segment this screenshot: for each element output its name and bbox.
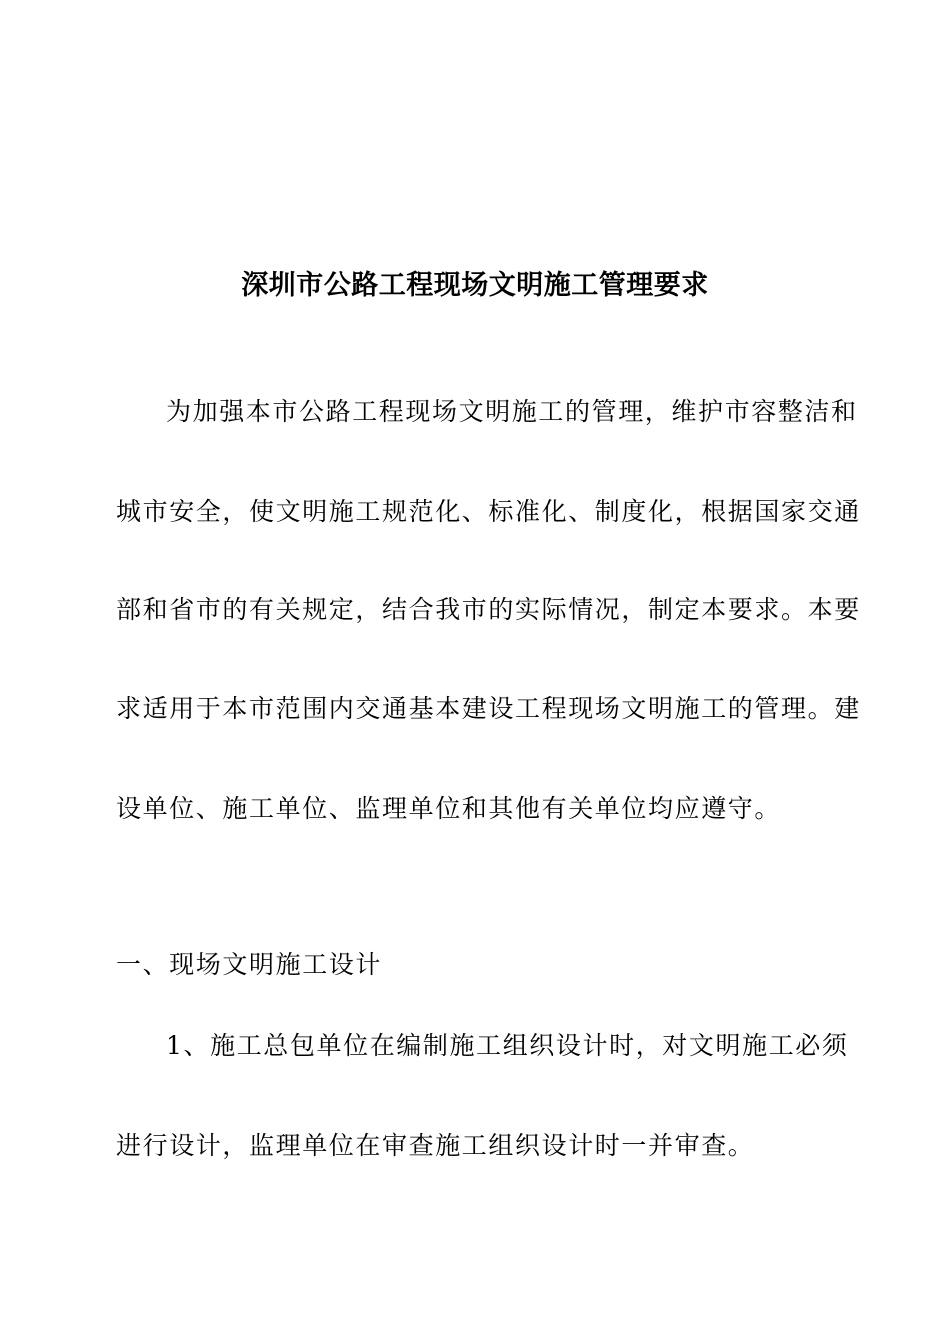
intro-line-4: 求适用于本市范围内交通基本建设工程现场文明施工的管理。建 <box>116 694 861 723</box>
intro-line-1: 为加强本市公路工程现场文明施工的管理，维护市容整洁和 <box>166 397 858 426</box>
item-1-line-1: 1、施工总包单位在编制施工组织设计时，对文明施工必须 <box>166 1031 849 1060</box>
item-1-line-2: 进行设计，监理单位在审查施工组织设计时一并审查。 <box>116 1131 755 1160</box>
intro-line-5: 设单位、施工单位、监理单位和其他有关单位均应遵守。 <box>116 794 782 823</box>
document-title: 深圳市公路工程现场文明施工管理要求 <box>241 270 709 301</box>
intro-line-2: 城市安全，使文明施工规范化、标准化、制度化，根据国家交通 <box>116 497 861 526</box>
section-1-heading: 一、现场文明施工设计 <box>116 950 383 979</box>
intro-line-3: 部和省市的有关规定，结合我市的实际情况，制定本要求。本要 <box>116 595 861 624</box>
